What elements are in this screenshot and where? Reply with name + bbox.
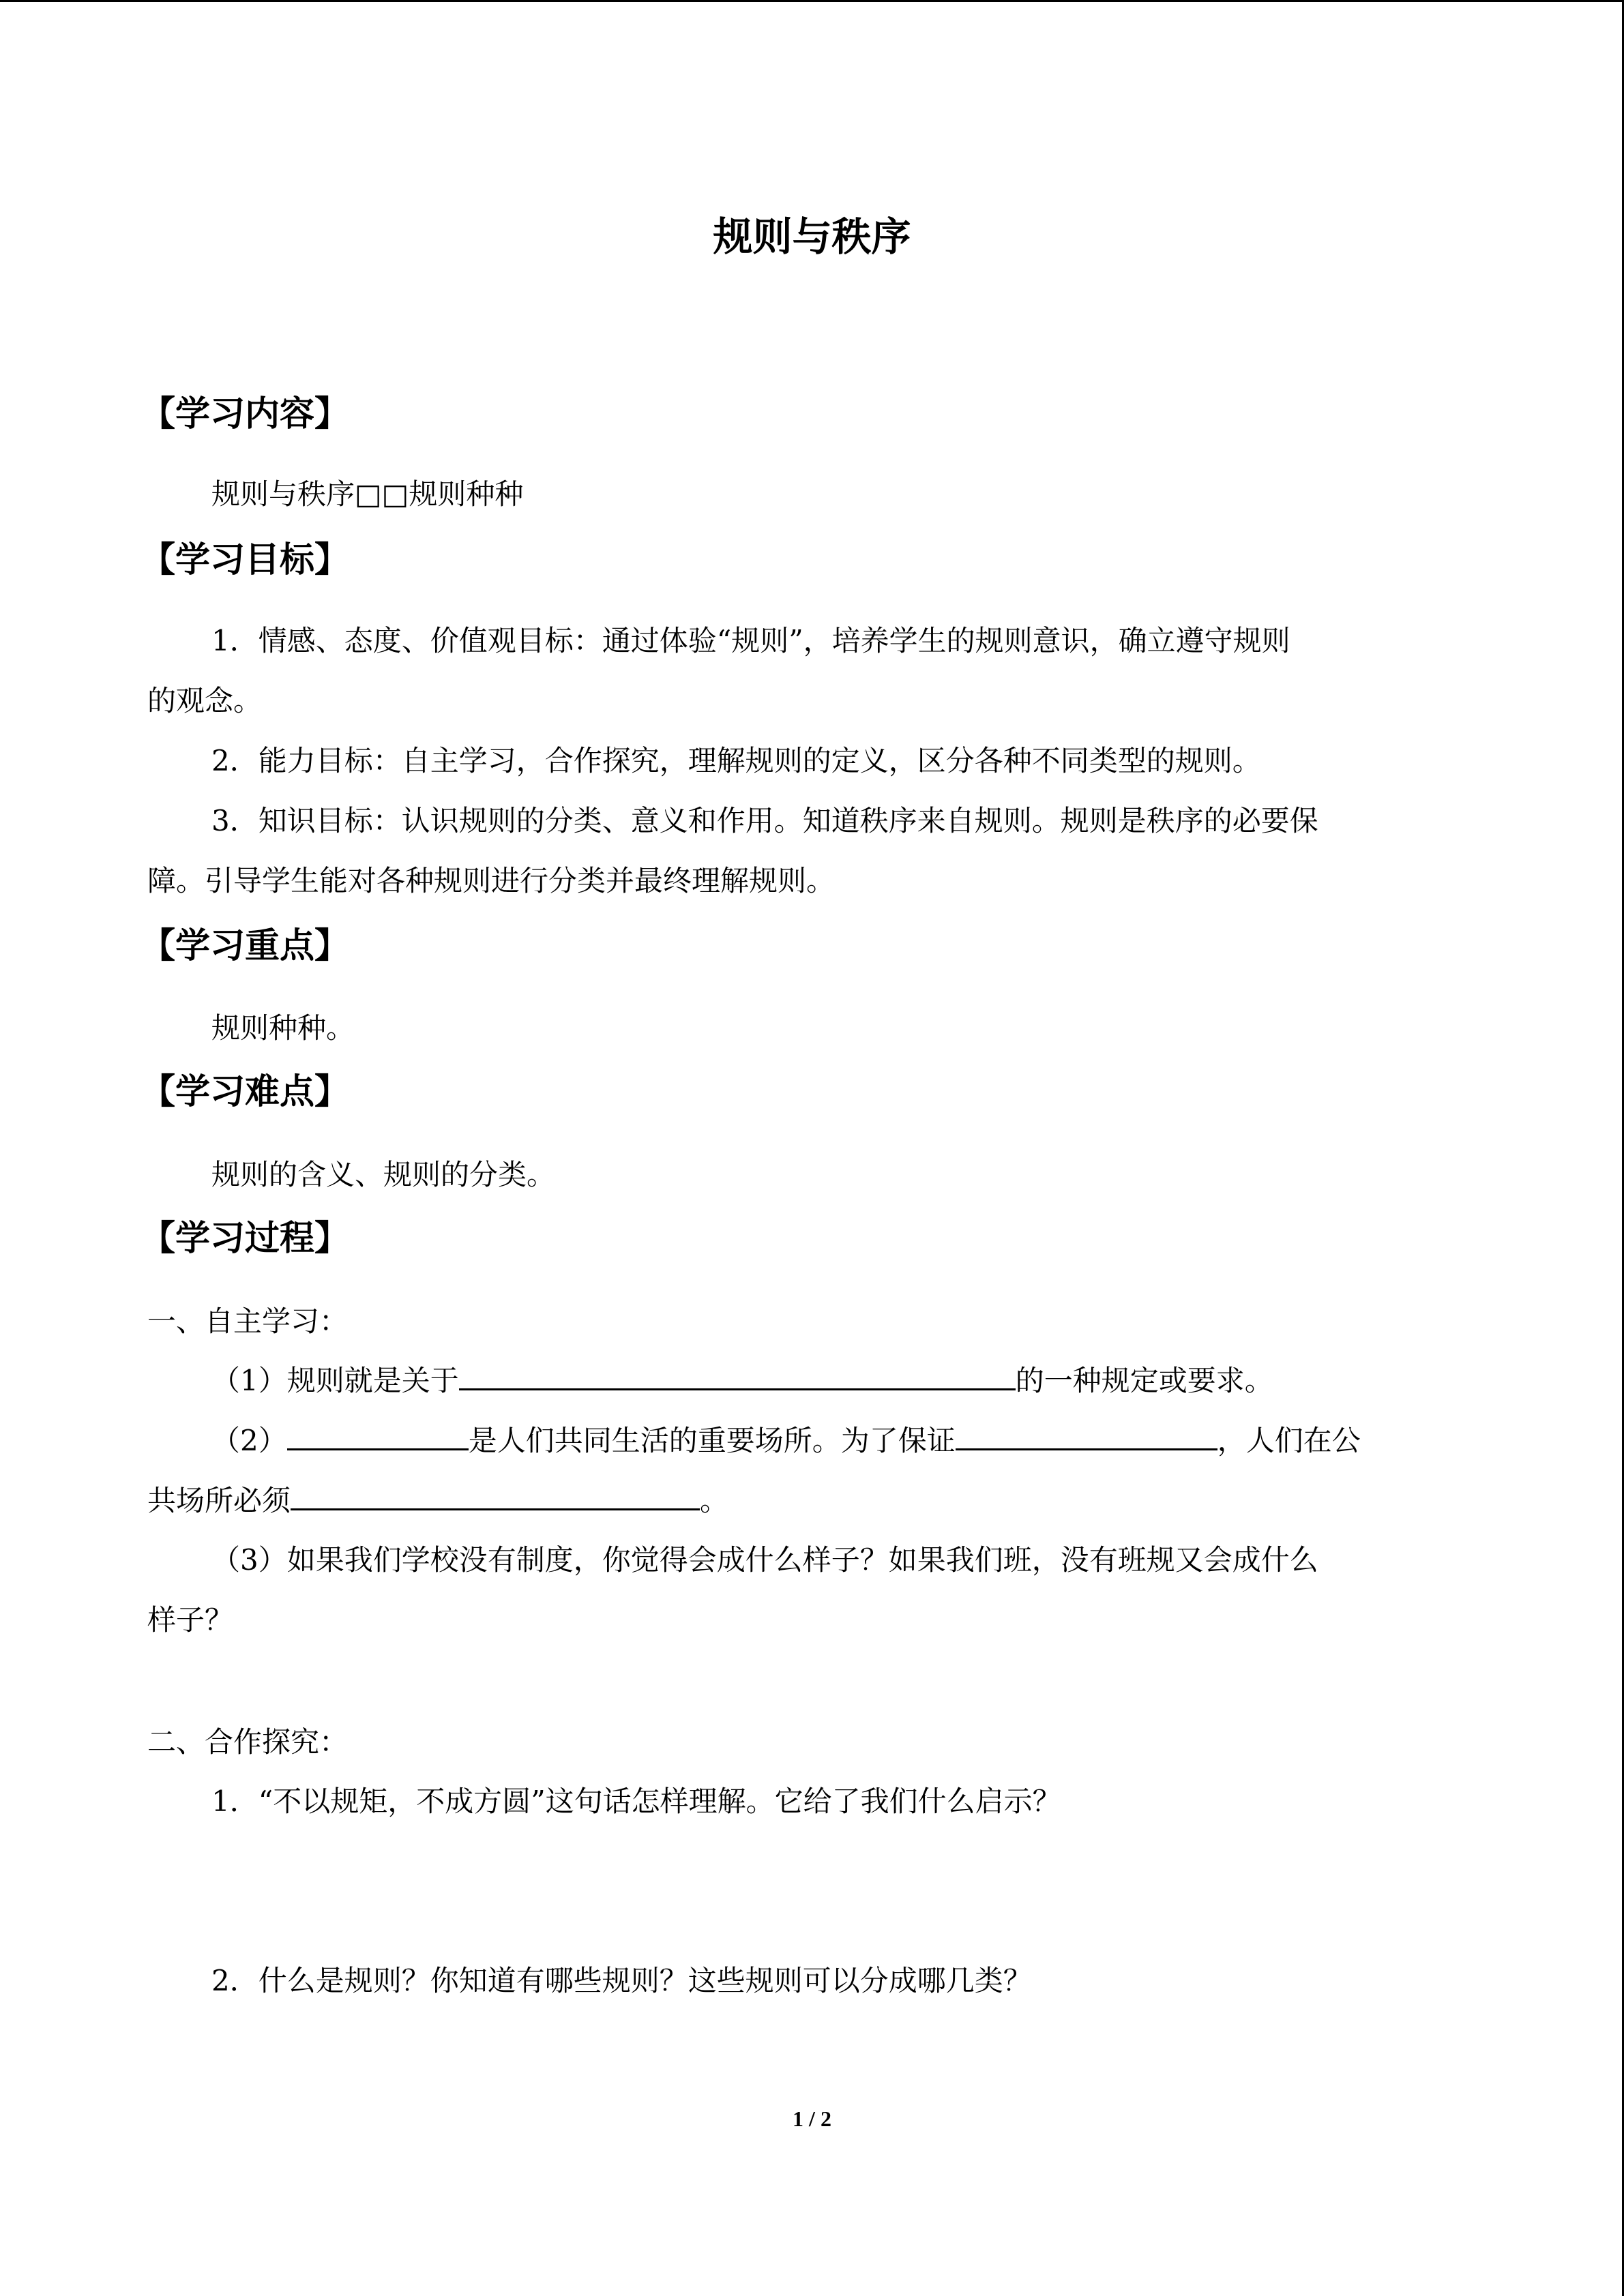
goal-3-line-2: 障。引导学生能对各种规则进行分类并最终理解规则。: [147, 864, 836, 897]
question-1-3-line-1: （3）如果我们学校没有制度，你觉得会成什么样子？如果我们班，没有班规又会成什么: [211, 1543, 1318, 1577]
question-2-2: 2．什么是规则？你知道有哪些规则？这些规则可以分成哪几类？: [211, 1964, 1032, 1997]
heading-learning-content: 【学习内容】: [141, 394, 350, 434]
question-1-2-suffix: ，人们在公: [1217, 1424, 1361, 1457]
page-number: 1 / 2: [793, 2106, 831, 2131]
learning-content-text: 规则与秩序□□规则种种: [211, 477, 524, 511]
question-1-3-line-2: 样子？: [147, 1603, 234, 1637]
question-1-1: [211, 1357, 1273, 1405]
page-border-top: [0, 0, 1624, 2]
heading-learning-process: 【学习过程】: [141, 1219, 350, 1259]
question-1-1-suffix: 的一种规定或要求。: [1015, 1364, 1273, 1397]
question-1-2-line-2-prefix: 共场所必须: [147, 1484, 291, 1517]
heading-learning-goals: 【学习目标】: [141, 540, 350, 580]
goal-1-line-2: 的观念。: [147, 684, 263, 717]
goal-3-line-1: 3．知识目标：认识规则的分类、意义和作用。知道秩序来自规则。规则是秩序的必要保: [211, 804, 1318, 837]
question-1-2-line-2: [147, 1477, 728, 1525]
goal-2: 2．能力目标：自主学习，合作探究，理解规则的定义，区分各种不同类型的规则。: [211, 744, 1261, 777]
document-title: 规则与秩序: [713, 213, 911, 260]
difficulties-text: 规则的含义、规则的分类。: [211, 1158, 556, 1191]
fill-blank-3[interactable]: [956, 1418, 1217, 1450]
question-1-1-prefix: （1）规则就是关于: [211, 1364, 459, 1397]
fill-blank-4[interactable]: [291, 1478, 700, 1510]
question-1-2-line-1: [211, 1417, 1361, 1465]
fill-blank-2[interactable]: [287, 1418, 469, 1450]
goal-1-line-1: 1．情感、态度、价值观目标：通过体验“规则”，培养学生的规则意识，确立遵守规则: [211, 624, 1290, 657]
part-2-title: 二、合作探究：: [147, 1725, 349, 1759]
fill-blank-1[interactable]: [459, 1358, 1016, 1390]
key-points-text: 规则种种。: [211, 1011, 355, 1045]
question-1-2-prefix: （2）: [211, 1424, 287, 1457]
heading-key-points: 【学习重点】: [141, 926, 350, 966]
question-1-2-middle: 是人们共同生活的重要场所。为了保证: [468, 1424, 956, 1457]
question-2-1: 1．“不以规矩，不成方圆”这句话怎样理解。它给了我们什么启示？: [211, 1785, 1061, 1818]
heading-difficulties: 【学习难点】: [141, 1072, 350, 1112]
question-1-2-line-2-suffix: 。: [700, 1484, 729, 1517]
part-1-title: 一、自主学习：: [147, 1304, 349, 1338]
